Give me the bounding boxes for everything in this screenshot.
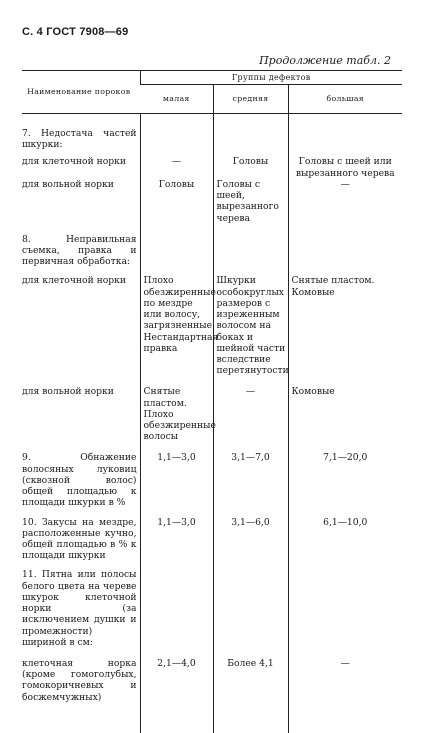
row-name: для клеточной норки: [22, 156, 127, 168]
row-name: 7. Недостача частей шкурки:: [22, 128, 137, 151]
cell-large: 6,1—10,0: [288, 517, 402, 562]
table-row: [22, 658, 402, 703]
cell-medium: Более 4,1: [213, 658, 288, 703]
cell-small: Снятые пластом. Плохо обезжиренные волосы: [140, 386, 213, 442]
cell-medium: Шкурки особокруглых размеров с изреженным волосом на боках и шейной части вследствие перетянутости: [213, 275, 288, 376]
cell-large: —: [288, 179, 402, 224]
table-continuation-label: Продолжение табл. 2: [259, 54, 391, 67]
cell-small: 1,1—3,0: [140, 517, 213, 562]
cell-small: Плохо обезжиренные по мездре или волосу, загрязненные. Нестандартная правка: [140, 275, 213, 376]
table-row: [22, 156, 402, 178]
table-row: [22, 275, 402, 376]
row-name: 8. Неправильная съемка, правка и первичная обработка:: [22, 233, 137, 268]
row-name: 10. Закусы на мездре, расположенные кучно, общей площадью в % к площади шкурки: [22, 516, 137, 562]
table-row: [22, 569, 402, 648]
row-name: клеточная норка (кроме гомоголубых, гомокоричневых и босжемчужных): [22, 657, 137, 703]
cell-medium: Головы: [213, 156, 288, 178]
cell-medium: 3,1—7,0: [213, 452, 288, 508]
cell-medium: —: [213, 386, 288, 442]
cell-small: [140, 128, 213, 150]
cell-large: —: [288, 658, 402, 703]
cell-large: [288, 569, 402, 648]
cell-medium: [213, 128, 288, 150]
table-row: [22, 234, 402, 268]
table-row: [22, 452, 402, 508]
column-header-name: Наименование пороков: [22, 71, 140, 114]
row-name: для вольной норки: [22, 386, 114, 398]
column-header-large: большая: [288, 85, 402, 114]
column-header-group: Группы дефектов: [140, 71, 402, 85]
cell-small: Головы: [140, 179, 213, 224]
column-header-small: малая: [140, 85, 213, 114]
cell-large: Снятые пластом. Комовые: [288, 275, 402, 376]
column-header-medium: средняя: [213, 85, 288, 114]
row-name: для клеточной норки: [22, 275, 127, 287]
table-row: [22, 179, 402, 224]
table-row: [22, 386, 402, 442]
cell-medium: [213, 569, 288, 648]
cell-large: Комовые: [288, 386, 402, 442]
cell-large: [288, 234, 402, 268]
cell-small: [140, 234, 213, 268]
table-row: [22, 517, 402, 562]
cell-large: [288, 128, 402, 150]
cell-small: 2,1—4,0: [140, 658, 213, 703]
cell-small: —: [140, 156, 213, 178]
table-row: [22, 128, 402, 150]
page-header: С. 4 ГОСТ 7908—69: [22, 26, 129, 38]
row-name: для вольной норки: [22, 178, 114, 190]
row-name: 11. Пятна или полосы белого цвета на череве шкурок клеточной норки (за исключением душки и промежности) шириной в см:: [22, 569, 137, 648]
cell-medium: [213, 234, 288, 268]
defects-table: [22, 70, 402, 733]
cell-small: [140, 569, 213, 648]
row-name: 9. Обнажение волосяных луковиц (сквозной волос) общей площадью к площади шкурки в %: [22, 452, 137, 509]
cell-large: 7,1—20,0: [288, 452, 402, 508]
cell-medium: 3,1—6,0: [213, 517, 288, 562]
cell-small: 1,1—3,0: [140, 452, 213, 508]
cell-large: Головы с шеей или вырезанного черева: [288, 156, 402, 178]
cell-medium: Головы с шеей, вырезанного черева: [213, 179, 288, 224]
